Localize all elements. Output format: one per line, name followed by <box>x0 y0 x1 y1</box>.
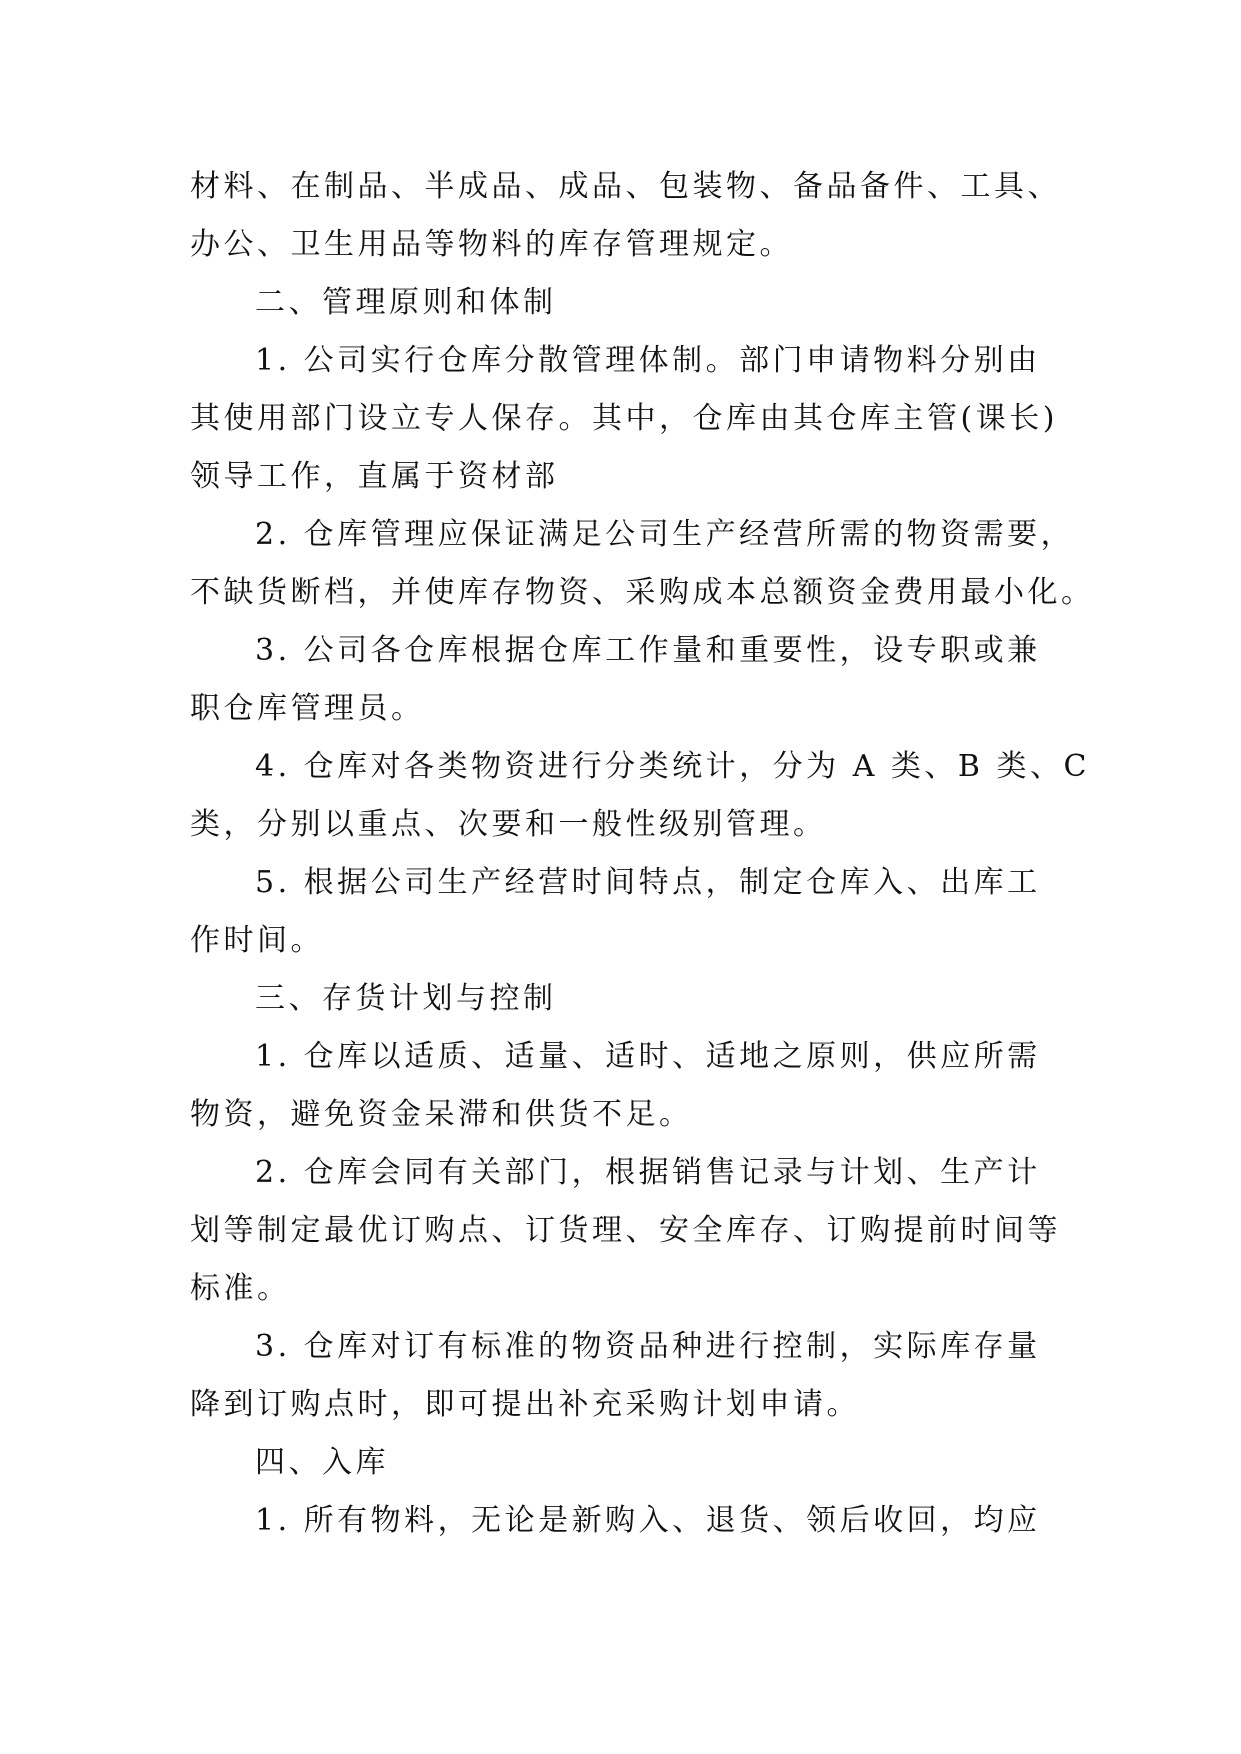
text-line-1: 材料、在制品、半成品、成品、包装物、备品备件、工具、 <box>190 169 1061 204</box>
text-line-7: 2. 仓库管理应保证满足公司生产经营所需的物资需要， <box>255 517 1075 552</box>
text-line-17: 物资，避免资金呆滞和供货不足。 <box>190 1097 693 1132</box>
text-line-16: 1. 仓库以适质、适量、适时、适地之原则，供应所需 <box>255 1039 1041 1074</box>
text-line-11: 4. 仓库对各类物资进行分类统计，分为 A 类、B 类、C <box>255 749 1090 784</box>
text-line-13: 5. 根据公司生产经营时间特点，制定仓库入、出库工 <box>255 865 1041 900</box>
document-body <box>190 158 1095 1550</box>
text-line-19: 划等制定最优订购点、订货理、安全库存、订购提前时间等 <box>190 1213 1061 1248</box>
text-line-24: 1. 所有物料，无论是新购入、退货、领后收回，均应 <box>255 1503 1041 1538</box>
section-heading-4: 四、入库 <box>255 1445 389 1480</box>
text-line-6: 领导工作，直属于资材部 <box>190 459 559 494</box>
section-heading-3: 三、存货计划与控制 <box>255 981 557 1016</box>
text-line-12: 类，分别以重点、次要和一般性级别管理。 <box>190 807 827 842</box>
text-line-18: 2. 仓库会同有关部门，根据销售记录与计划、生产计 <box>255 1155 1041 1190</box>
text-line-14: 作时间。 <box>190 923 324 958</box>
text-line-5: 其使用部门设立专人保存。其中，仓库由其仓库主管(课长) <box>190 401 1058 436</box>
text-line-22: 降到订购点时，即可提出补充采购计划申请。 <box>190 1387 860 1422</box>
text-line-10: 职仓库管理员。 <box>190 691 425 726</box>
text-line-8: 不缺货断档，并使库存物资、采购成本总额资金费用最小化。 <box>190 575 1095 610</box>
text-line-2: 办公、卫生用品等物料的库存管理规定。 <box>190 227 793 262</box>
text-line-9: 3. 公司各仓库根据仓库工作量和重要性，设专职或兼 <box>255 633 1041 668</box>
text-line-20: 标准。 <box>190 1271 291 1306</box>
text-line-21: 3. 仓库对订有标准的物资品种进行控制，实际库存量 <box>255 1329 1041 1364</box>
section-heading-2: 二、管理原则和体制 <box>255 285 557 320</box>
text-line-4: 1. 公司实行仓库分散管理体制。部门申请物料分别由 <box>255 343 1041 378</box>
